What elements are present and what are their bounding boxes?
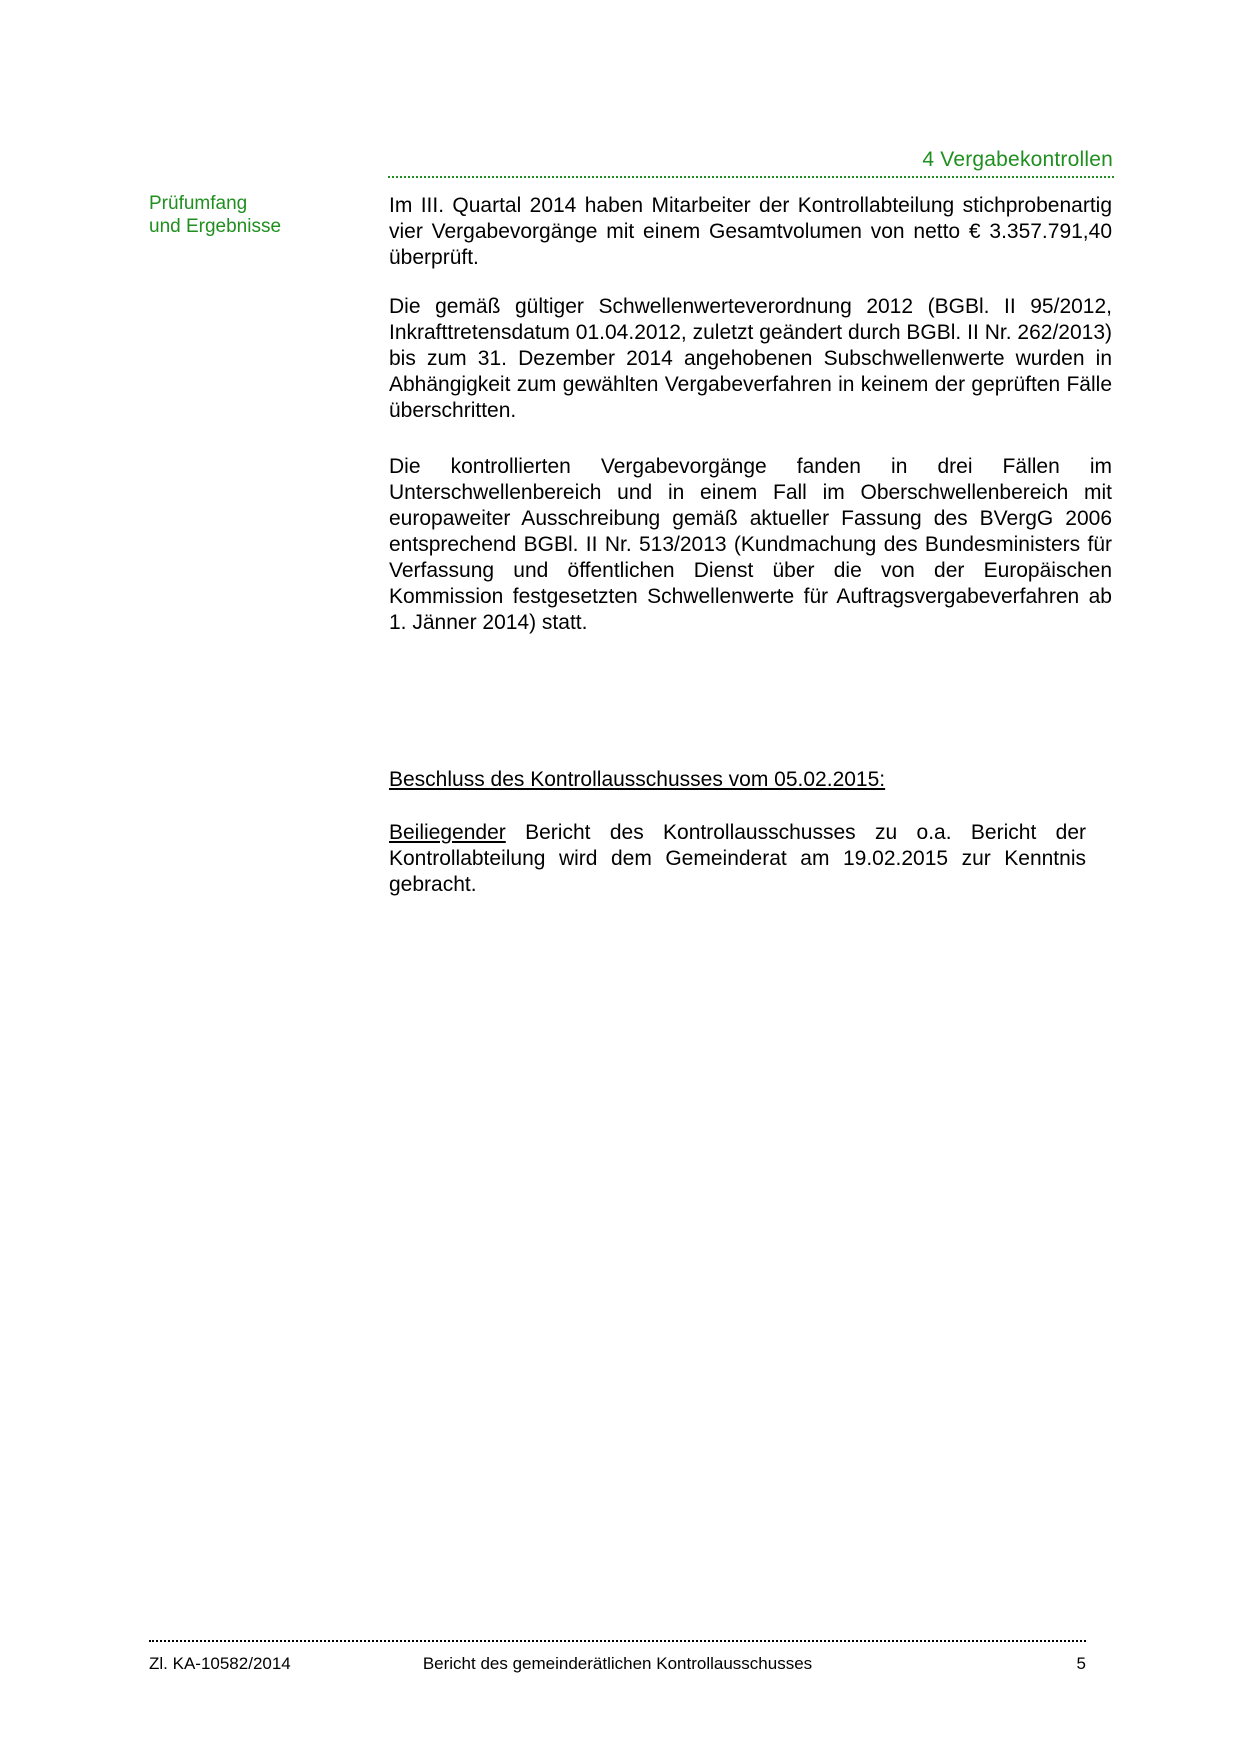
heading-divider [388, 176, 1114, 178]
margin-note-line-1: Prüfumfang [149, 193, 248, 214]
page-number: 5 [1076, 1654, 1086, 1673]
body-paragraph-3: Die kontrollierten Vergabevorgänge fanden in drei Fällen im Unterschwellenbereich und in einem Fall im Oberschwellenbereich mit europaweiter Ausschreibung gemäß aktueller Fassung des BVergG 2006 entsprechend BGBl. II Nr. 513/2013 (Kundmachung des Bundesministers für Verfassung und öffentlichen Dienst über die von der Europäischen Kommission festgesetzten Schwellenwerte für Auftragsvergabeverfahren ab 1. Jänner 2014) statt. [389, 455, 1112, 634]
body-paragraph-1: Im III. Quartal 2014 haben Mitarbeiter der Kontrollabteilung stichprobenartig vier Vergabevorgänge mit einem Gesamtvolumen von netto € 3.357.791,40 überprüft. [389, 194, 1112, 269]
decision-body: Bericht des Kontrollausschusses zu o.a. Bericht der Kontrollabteilung wird dem Gemeinderat am 19.02.2015 zur Kenntnis gebracht. [389, 821, 1086, 896]
margin-note-line-2: und Ergebnisse [149, 216, 282, 237]
decision-text [389, 820, 1086, 898]
footer-reference: Zl. KA-10582/2014 [149, 1654, 291, 1673]
footer-title: Bericht des gemeinderätlichen Kontrollausschusses [422, 1654, 813, 1673]
decision-underlined-word: Beiliegender [389, 821, 506, 844]
footer-divider [149, 1640, 1086, 1642]
body-paragraph-2: Die gemäß gültiger Schwellenwerteverordnung 2012 (BGBl. II 95/2012, Inkrafttretensdatum 01.04.2012, zuletzt geändert durch BGBl. II Nr. 262/2013) bis zum 31. Dezember 2014 angehobenen Subschwellenwerte wurden in Abhängigkeit zum gewählten Vergabeverfahren in keinem der geprüften Fälle überschritten. [389, 295, 1112, 422]
margin-note [149, 192, 349, 238]
decision-title: Beschluss des Kontrollausschusses vom 05.02.2015: [389, 768, 886, 791]
chapter-heading: 4 Vergabekontrollen [922, 148, 1113, 171]
